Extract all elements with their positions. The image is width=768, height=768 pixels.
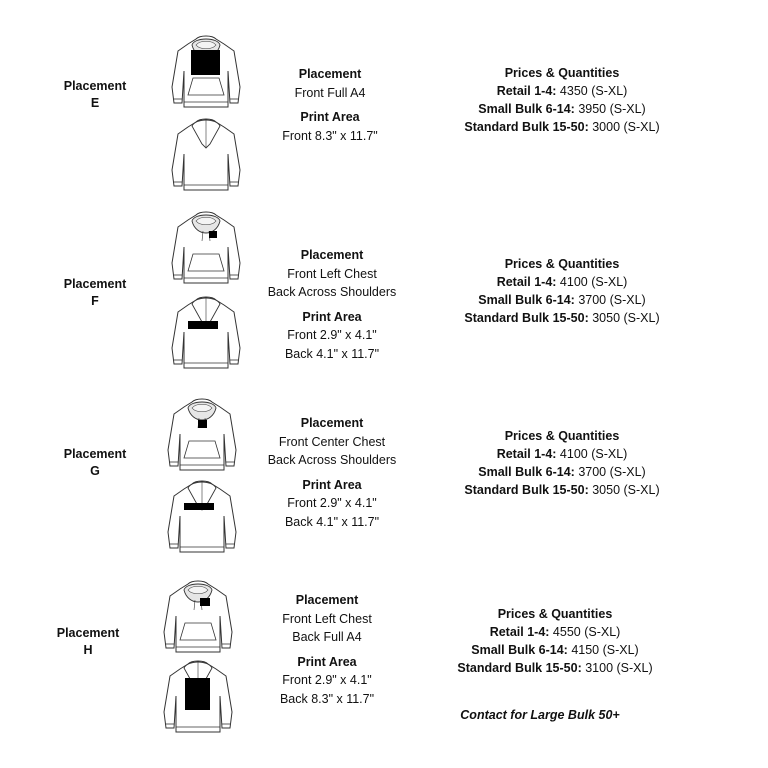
placement-label-letter: E [90,96,100,110]
print-area-heading: Print Area [297,654,357,669]
prices-heading: Prices & Quantities [504,257,620,271]
print-area-mark [185,678,210,710]
print-area-line: Back 4.1" x 11.7" [284,346,380,361]
print-area-mark [184,503,214,510]
prices-block [432,427,692,499]
hoodie-back-icon [162,476,242,556]
prices-block [432,64,692,136]
prices-block [432,255,692,327]
print-area-mark [188,321,218,329]
placement-label-letter: G [90,464,100,478]
placement-info [232,246,432,363]
contact-note: Contact for Large Bulk 50+ [460,708,620,722]
placement-label-word: Placement [63,277,127,291]
placement-info [230,65,430,145]
placement-heading: Placement [298,67,362,81]
placement-line: Back Across Shoulders [267,453,397,467]
print-area-line: Back 4.1" x 11.7" [284,514,380,529]
price-line: Standard Bulk 15-50: 3100 (S-XL) [457,661,653,675]
placement-info [227,591,427,708]
print-area-mark [209,231,217,238]
price-line: Small Bulk 6-14: 3700 (S-XL) [478,293,646,307]
price-line: Standard Bulk 15-50: 3050 (S-XL) [464,483,660,497]
placement-line: Back Across Shoulders [267,285,397,299]
print-area-heading: Print Area [302,309,362,324]
price-line: Small Bulk 6-14: 4150 (S-XL) [471,643,639,657]
placement-line: Back Full A4 [292,630,362,644]
placement-heading: Placement [295,593,359,607]
placement-info [232,414,432,531]
print-area-line: Front 8.3" x 11.7" [282,128,378,143]
price-line: Small Bulk 6-14: 3700 (S-XL) [478,465,646,479]
print-area-line: Front 2.9" x 4.1" [282,673,372,687]
hoodie-front-icon [162,394,242,474]
hoodie-back-icon [158,656,238,736]
print-area-line: Front 2.9" x 4.1" [287,496,377,510]
placement-heading: Placement [300,248,364,262]
print-area-mark [198,420,207,428]
price-line: Retail 1-4: 4100 (S-XL) [496,447,628,461]
placement-label [40,276,150,310]
prices-heading: Prices & Quantities [504,66,620,80]
placement-label-letter: H [83,643,93,657]
placement-label [40,78,150,112]
placement-label-word: Placement [63,447,127,461]
price-line: Retail 1-4: 4100 (S-XL) [496,275,628,289]
placement-line: Front Left Chest [282,611,372,626]
price-line: Small Bulk 6-14: 3950 (S-XL) [478,102,646,116]
price-line: Retail 1-4: 4350 (S-XL) [496,84,628,98]
placement-heading: Placement [300,416,364,430]
print-area-mark [191,50,220,75]
placement-line: Front Full A4 [294,85,366,100]
placement-label-letter: F [91,294,99,308]
price-line: Retail 1-4: 4550 (S-XL) [489,625,621,639]
placement-line: Front Left Chest [287,266,377,281]
prices-heading: Prices & Quantities [504,429,620,443]
placement-label-word: Placement [56,626,120,640]
price-line: Standard Bulk 15-50: 3000 (S-XL) [464,120,660,134]
placement-line: Front Center Chest [278,434,386,449]
price-line: Standard Bulk 15-50: 3050 (S-XL) [464,311,660,325]
print-area-mark [200,598,210,606]
print-area-line: Front 2.9" x 4.1" [287,328,377,342]
placement-label [40,446,150,480]
prices-block [425,605,685,677]
print-area-line: Back 8.3" x 11.7" [279,691,375,706]
hoodie-front-icon [158,576,238,656]
placement-label-word: Placement [63,79,127,93]
print-area-heading: Print Area [300,110,360,124]
prices-heading: Prices & Quantities [497,607,613,621]
print-area-heading: Print Area [302,477,362,492]
placement-label [33,625,143,659]
